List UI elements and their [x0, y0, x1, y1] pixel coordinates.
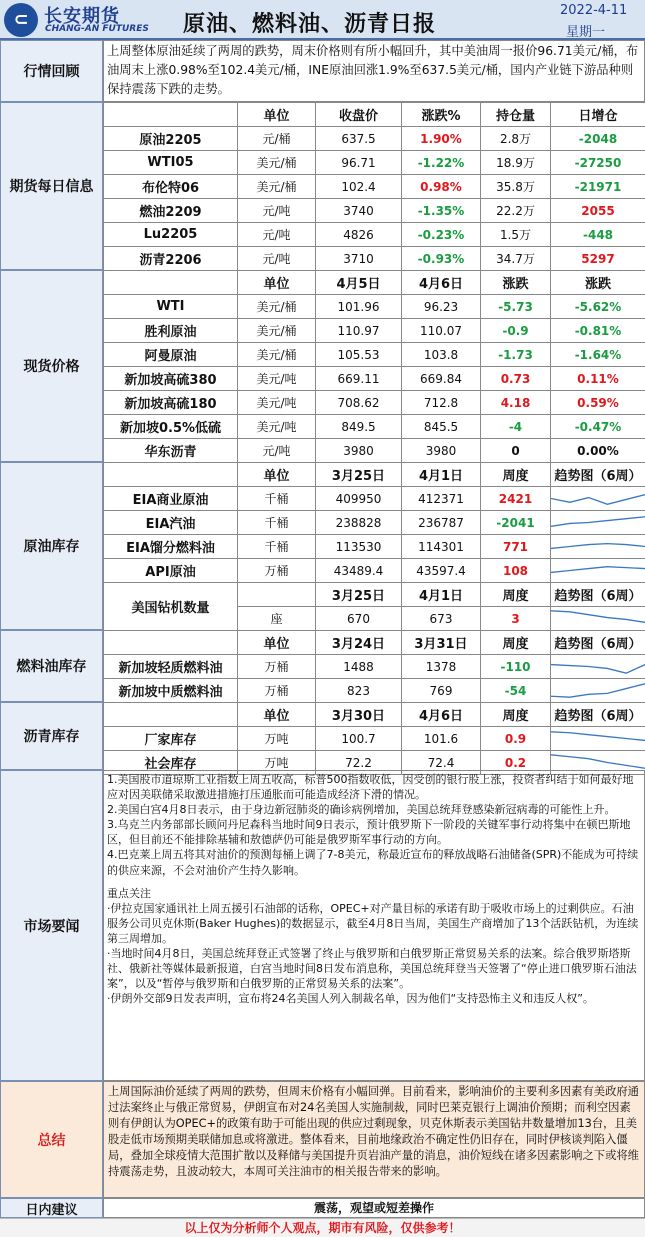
table-row: [104, 487, 645, 511]
inventory-name: 新加坡轻质燃料油: [104, 655, 238, 679]
unit: 元/吨: [238, 439, 316, 463]
unit: 千桶: [238, 535, 316, 559]
spot-name: 新加坡0.5%低硫: [104, 415, 238, 439]
column-header: 单位: [238, 703, 316, 727]
spot-name: 华东沥青: [104, 439, 238, 463]
column-header: 3月31日: [402, 631, 481, 655]
change: 4.18: [481, 391, 551, 415]
table-header-row: [104, 631, 645, 655]
trend-cell: [551, 727, 645, 751]
trend-sparkline: [551, 727, 645, 750]
open-interest: 35.8万: [481, 175, 551, 199]
column-header: 收盘价: [316, 103, 402, 127]
table-row: [104, 319, 645, 343]
table-row: [104, 655, 645, 679]
unit: 万吨: [238, 751, 316, 775]
spot-name: WTI: [104, 295, 238, 319]
summary-text: 上周国际油价延续了两周的跌势，但周末价格有小幅回弹。目前看来，影响油价的主要利多因素有美政府通过法案终止与俄正常贸易，伊朗宣布对24名美国人实施制裁，同时巴莱克银行上调油价预期；而利空因素则有伊朗认为OPEC+的政策有助于可能出现的供应过剩现象，贝克休斯表示美国钻井数量增加13台，且美股走低市场预期美联储加息或将激进。整体看来，目前地缘政治不确定性仍旧存在，同时伊核谈判陷入僵局，叠加全球疫情大范围扩散以及释储与美国提升页岩油产量的消息，油价短线在诸多因素影响之下或将维持震荡走势，且波动较大，本周可关注油市的相关报告带来的影响。: [103, 1081, 645, 1198]
unit: 美元/桶: [238, 319, 316, 343]
table-row: [104, 511, 645, 535]
section-label-news: 市场要闻: [0, 770, 103, 1081]
trend-sparkline: [551, 559, 645, 582]
report-weekday: 星期一: [566, 25, 606, 40]
contract-name: 燃油2209: [104, 199, 238, 223]
table-row: [104, 679, 645, 703]
inventory-name: 厂家库存: [104, 727, 238, 751]
column-header: 周度: [481, 631, 551, 655]
open-interest: 2.8万: [481, 127, 551, 151]
focus-title: 重点关注: [107, 886, 151, 900]
table-row: [104, 391, 645, 415]
value-period2: 101.6: [402, 727, 481, 751]
spot-table: [103, 270, 645, 463]
value-period2: 236787: [402, 511, 481, 535]
news-panel: [103, 770, 645, 1081]
trend-cell: [551, 487, 645, 511]
change-pct: 0.59%: [551, 391, 645, 415]
weekly-change: 771: [481, 535, 551, 559]
trend-line: [551, 684, 645, 697]
disclaimer: 以上仅为分析师个人观点，期市有风险，仅供参考！: [0, 1218, 645, 1237]
column-header: [104, 271, 238, 295]
trend-line: [551, 495, 645, 505]
section-label-advice: 日内建议: [0, 1198, 103, 1218]
inventory-name: API原油: [104, 559, 238, 583]
value-period1: 823: [316, 679, 402, 703]
table-header-row: [104, 103, 645, 127]
daily-oi-change: -27250: [551, 151, 645, 175]
value-period2: 673: [402, 607, 481, 631]
unit: 元/吨: [238, 199, 316, 223]
section-label-crude-inventory: 原油库存: [0, 462, 103, 630]
column-header: 趋势图（6周）: [551, 703, 645, 727]
focus-item: ·伊拉克国家通讯社上周五援引石油部的话称，OPEC+对产量目标的承诺有助于吸收市场上的过剩供应。石油服务公司贝克休斯(Baker Hughes)的数据显示，截至4月8日当周，美国生产商增加了13个活跃钻机，为连续第三周增加。: [107, 901, 639, 945]
open-interest: 34.7万: [481, 247, 551, 271]
weekly-change: 2421: [481, 487, 551, 511]
inventory-name: 新加坡中质燃料油: [104, 679, 238, 703]
column-header: 持仓量: [481, 103, 551, 127]
close-price: 4826: [316, 223, 402, 247]
fuel-inventory-table: [103, 630, 645, 703]
value-period1: 409950: [316, 487, 402, 511]
trend-cell: [551, 655, 645, 679]
change-pct: 0.00%: [551, 439, 645, 463]
unit: 美元/桶: [238, 295, 316, 319]
price-day1: 101.96: [316, 295, 402, 319]
column-header: 涨跌: [481, 271, 551, 295]
unit: 元/吨: [238, 247, 316, 271]
column-header: 4月1日: [402, 463, 481, 487]
focus-item: ·当地时间4月8日，美国总统拜登正式签署了终止与俄罗斯和白俄罗斯正常贸易关系的法案。综合俄罗斯塔斯社、俄新社等媒体最新报道，白宫当地时间8日发布消息称，美国总统拜登当天签署了“停止进口俄罗斯石油法案”，以及“暂停与俄罗斯和白俄罗斯的正常贸易关系的法案”。: [107, 947, 637, 991]
company-logo-icon: ⊂: [4, 3, 38, 37]
price-day1: 849.5: [316, 415, 402, 439]
unit: 美元/桶: [238, 343, 316, 367]
change-pct: -0.47%: [551, 415, 645, 439]
column-header: [238, 583, 316, 607]
table-row: [104, 559, 645, 583]
value-period2: 43597.4: [402, 559, 481, 583]
rig-count-name: 美国钻机数量: [104, 583, 238, 631]
advice-text: 震荡，观望或短差操作: [103, 1198, 645, 1218]
column-header: 涨跌%: [402, 103, 481, 127]
column-header: 3月24日: [316, 631, 402, 655]
trend-line: [551, 517, 645, 527]
change-pct: -5.62%: [551, 295, 645, 319]
column-header: 周度: [481, 583, 551, 607]
contract-name: WTI05: [104, 151, 238, 175]
column-header: 趋势图（6周）: [551, 463, 645, 487]
rig-header-row: [104, 583, 645, 607]
contract-name: 沥青2206: [104, 247, 238, 271]
price-day2: 712.8: [402, 391, 481, 415]
unit: 万桶: [238, 655, 316, 679]
logo-en-text: CHANG-AN FUTURES: [45, 24, 149, 34]
column-header: 4月6日: [402, 703, 481, 727]
inventory-name: 社会库存: [104, 751, 238, 775]
unit: 元/吨: [238, 223, 316, 247]
trend-sparkline: [551, 535, 645, 558]
column-header: [104, 103, 238, 127]
trend-sparkline: [551, 655, 645, 678]
table-row: [104, 223, 645, 247]
weekly-change: -54: [481, 679, 551, 703]
table-header-row: [104, 703, 645, 727]
section-label-spot: 现货价格: [0, 270, 103, 462]
contract-name: 布伦特06: [104, 175, 238, 199]
value-period1: 113530: [316, 535, 402, 559]
section-label-asphalt-inventory: 沥青库存: [0, 702, 103, 770]
value-period2: 72.4: [402, 751, 481, 775]
change: -4: [481, 415, 551, 439]
news-item: 4.巴克莱上周五将其对油价的预测每桶上调了7-8美元，称最近宣布的释放战略石油储备(SPR)不能成为可持续的供应来源，不会对油价产生持久影响。: [107, 848, 639, 877]
inventory-name: EIA商业原油: [104, 487, 238, 511]
contract-name: 原油2205: [104, 127, 238, 151]
column-header: 单位: [238, 631, 316, 655]
change: 0.73: [481, 367, 551, 391]
trend-cell: [551, 511, 645, 535]
trend-cell: [551, 559, 645, 583]
logo-cn-text: 长安期货: [44, 6, 120, 27]
table-row: [104, 535, 645, 559]
asphalt-inventory-table: [103, 702, 645, 775]
column-header: 日增仓: [551, 103, 645, 127]
trend-sparkline: [551, 511, 645, 534]
open-interest: 18.9万: [481, 151, 551, 175]
spot-name: 阿曼原油: [104, 343, 238, 367]
table-row: [104, 247, 645, 271]
spot-name: 新加坡高硫380: [104, 367, 238, 391]
column-header: 周度: [481, 463, 551, 487]
table-row: [104, 151, 645, 175]
price-day2: 3980: [402, 439, 481, 463]
futures-table: [103, 102, 645, 271]
value-period2: 114301: [402, 535, 481, 559]
section-label-futures: 期货每日信息: [0, 102, 103, 270]
price-day1: 3980: [316, 439, 402, 463]
inventory-name: EIA馏分燃料油: [104, 535, 238, 559]
column-header: 4月5日: [316, 271, 402, 295]
unit: 座: [238, 607, 316, 631]
unit: 美元/桶: [238, 151, 316, 175]
table-row: [104, 727, 645, 751]
spot-name: 胜利原油: [104, 319, 238, 343]
change-pct: 0.11%: [551, 367, 645, 391]
column-header: 单位: [238, 463, 316, 487]
trend-line: [551, 732, 645, 741]
table-row: [104, 343, 645, 367]
value-period1: 72.2: [316, 751, 402, 775]
unit: 美元/吨: [238, 391, 316, 415]
unit: 千桶: [238, 487, 316, 511]
news-item: 3.乌克兰内务部部长顾问丹尼森科当地时间9日表示，预计俄罗斯下一阶段的关键军事行动将集中在顿巴斯地区，但目前还不能排除基辅和敖德萨仍可能是俄罗斯军事行动的方向。: [107, 818, 631, 847]
change-pct: -0.23%: [402, 223, 481, 247]
change-pct: -0.93%: [402, 247, 481, 271]
price-day2: 96.23: [402, 295, 481, 319]
column-header: 周度: [481, 703, 551, 727]
trend-line: [551, 544, 645, 549]
unit: 万吨: [238, 727, 316, 751]
review-text: 上周整体原油延续了两周的跌势，周末价格则有所小幅回升，其中美油周一报价96.71美元/桶，布油周末上涨0.98%至102.4美元/桶，INE原油回涨1.9%至637.5美元/桶，国内产业链下游品种则保持震荡下跌的走势。: [103, 40, 645, 102]
daily-oi-change: -448: [551, 223, 645, 247]
trend-line: [551, 665, 645, 674]
section-label-summary: 总结: [0, 1081, 103, 1198]
weekly-change: -110: [481, 655, 551, 679]
unit: 美元/吨: [238, 367, 316, 391]
value-period1: 1488: [316, 655, 402, 679]
close-price: 637.5: [316, 127, 402, 151]
column-header: 3月25日: [316, 583, 402, 607]
column-header: 3月30日: [316, 703, 402, 727]
unit: 万桶: [238, 679, 316, 703]
price-day2: 669.84: [402, 367, 481, 391]
weekly-change: 108: [481, 559, 551, 583]
daily-oi-change: 2055: [551, 199, 645, 223]
close-price: 96.71: [316, 151, 402, 175]
trend-sparkline: [551, 487, 645, 510]
value-period1: 670: [316, 607, 402, 631]
open-interest: 22.2万: [481, 199, 551, 223]
weekly-change: 3: [481, 607, 551, 631]
change-pct: 1.90%: [402, 127, 481, 151]
column-header: 4月6日: [402, 271, 481, 295]
table-row: [104, 415, 645, 439]
column-header: 趋势图（6周）: [551, 631, 645, 655]
unit: 美元/吨: [238, 415, 316, 439]
close-price: 3710: [316, 247, 402, 271]
change-pct: -1.64%: [551, 343, 645, 367]
column-header: 涨跌: [551, 271, 645, 295]
trend-cell: [551, 607, 645, 631]
value-period2: 769: [402, 679, 481, 703]
news-item: 1.美国股市道琼斯工业指数上周五收高，标普500指数收低，因受创的银行股上涨，投资者纠结于如何最好地应对因美联储采取激进措施打压通胀而可能造成经济下滑的情况。: [107, 773, 634, 802]
change: -1.73: [481, 343, 551, 367]
report-title: 原油、燃料油、沥青日报: [183, 12, 437, 37]
change-pct: -1.35%: [402, 199, 481, 223]
column-header: 4月1日: [402, 583, 481, 607]
table-row: [104, 175, 645, 199]
trend-sparkline: [551, 679, 645, 702]
news-item: 2.美国白宫4月8日表示，由于身边新冠肺炎的确诊病例增加，美国总统拜登感染新冠病毒的可能性上升。: [107, 803, 616, 817]
price-day1: 669.11: [316, 367, 402, 391]
close-price: 102.4: [316, 175, 402, 199]
change-pct: -0.81%: [551, 319, 645, 343]
trend-cell: [551, 535, 645, 559]
unit: 千桶: [238, 511, 316, 535]
trend-line: [551, 567, 645, 573]
report-date: 2022-4-11: [560, 3, 628, 18]
table-row: [104, 199, 645, 223]
weekly-change: 0.9: [481, 727, 551, 751]
report-header: [0, 0, 645, 40]
price-day1: 708.62: [316, 391, 402, 415]
column-header: [104, 703, 238, 727]
trend-line: [551, 611, 645, 623]
inventory-name: EIA汽油: [104, 511, 238, 535]
table-row: [104, 367, 645, 391]
change: -5.73: [481, 295, 551, 319]
column-header: [104, 463, 238, 487]
spot-name: 新加坡高硫180: [104, 391, 238, 415]
trend-sparkline: [551, 607, 645, 630]
table-row: [104, 295, 645, 319]
crude-inventory-table: [103, 462, 645, 631]
value-period2: 412371: [402, 487, 481, 511]
change-pct: -1.22%: [402, 151, 481, 175]
column-header: 单位: [238, 271, 316, 295]
value-period1: 238828: [316, 511, 402, 535]
change: 0: [481, 439, 551, 463]
daily-oi-change: -21971: [551, 175, 645, 199]
price-day2: 845.5: [402, 415, 481, 439]
focus-item: ·伊朗外交部9日发表声明，宣布将24名美国人列入制裁名单，因为他们“支持恐怖主义和违反人权”。: [107, 992, 594, 1006]
table-row: [104, 127, 645, 151]
unit: 万桶: [238, 559, 316, 583]
table-header-row: [104, 463, 645, 487]
column-header: 趋势图（6周）: [551, 583, 645, 607]
daily-oi-change: -2048: [551, 127, 645, 151]
unit: 元/桶: [238, 127, 316, 151]
section-label-review: 行情回顾: [0, 40, 103, 102]
trend-line: [551, 755, 645, 768]
value-period1: 43489.4: [316, 559, 402, 583]
price-day2: 110.07: [402, 319, 481, 343]
price-day2: 103.8: [402, 343, 481, 367]
weekly-change: 0.2: [481, 751, 551, 775]
contract-name: Lu2205: [104, 223, 238, 247]
table-header-row: [104, 271, 645, 295]
column-header: [104, 631, 238, 655]
column-header: 3月25日: [316, 463, 402, 487]
open-interest: 1.5万: [481, 223, 551, 247]
close-price: 3740: [316, 199, 402, 223]
price-day1: 110.97: [316, 319, 402, 343]
table-row: [104, 439, 645, 463]
daily-oi-change: 5297: [551, 247, 645, 271]
unit: 美元/桶: [238, 175, 316, 199]
column-header: 单位: [238, 103, 316, 127]
trend-cell: [551, 679, 645, 703]
section-label-fuel-inventory: 燃料油库存: [0, 630, 103, 702]
price-day1: 105.53: [316, 343, 402, 367]
value-period2: 1378: [402, 655, 481, 679]
weekly-change: -2041: [481, 511, 551, 535]
value-period1: 100.7: [316, 727, 402, 751]
change-pct: 0.98%: [402, 175, 481, 199]
change: -0.9: [481, 319, 551, 343]
